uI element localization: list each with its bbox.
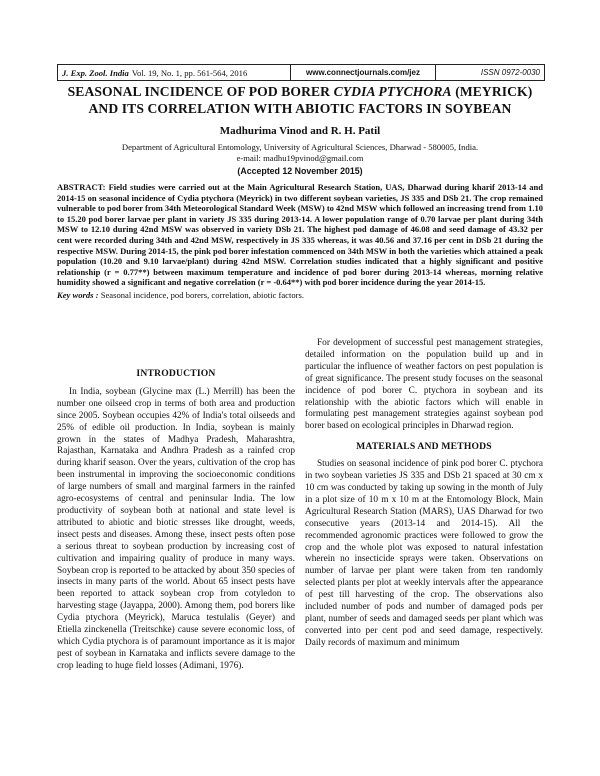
methods-heading: MATERIALS AND METHODS [356,441,492,453]
journal-website[interactable]: www.connectjournals.com/jez [290,65,436,80]
paper-title [57,83,543,117]
authors: Madhurima Vinod and R. H. Patil [219,125,381,137]
keywords-text: Seasonal incidence, pod borers, correlation, abiotic factors. [100,290,305,300]
journal-citation: Vol. 19, No. 1, pp. 561-564, 2016 [131,67,248,78]
journal-name: J. Exp. Zool. India [62,67,129,78]
accepted-date: (Accepted 12 November 2015) [237,166,363,176]
keywords [57,290,543,300]
keywords-label: Key words : [57,290,99,300]
title-line-1-end: (MEYRICK) [455,84,533,99]
affiliation: Department of Agricultural Entomology, University of Agricultural Sciences, Dharwad - 580005, India. [121,142,479,152]
title-species: CYDIA PTYCHORA [333,84,452,99]
journal-header [57,64,545,81]
email[interactable]: e-mail: madhu19pvinod@gmail.com [236,152,364,163]
title-line-2: AND ITS CORRELATION WITH ABIOTIC FACTORS IN SOYBEAN [88,101,512,116]
abstract-text: Field studies were carried out at the Main Agricultural Research Station, UAS, Dharwad during kharif 2013-14 and 2014-15 on seasonal incidence of Cydia ptychora (Meyrick) in two different soybean varieties, JS 335 and DSb 21. The crop remained vulnerable to pod borer from 34th Meteorological Standard Week (MSW) to 42nd MSW which followed an increasing trend from 1.10 to 15.20 pod borer larvae per plant in variety JS 335 during 2013-14. A lower population range of 0.70 larvae per plant during 34th MSW to 12.10 during 42nd MSW was observed in variety DSb 21. The highest pod damage of 46.08 and seed damage of 43.32 per cent were recorded during 34th and 42nd MSW, respectively in JS 335 whereas, it was 40.56 and 37.16 per cent in DSb 21 during the respective MSW. During 2014-15, the pink pod borer infestation commenced on 34th MSW in both the varieties which attained a peak population (10.20 and 9.10 larvae/plant) during 42nd MSW. Correlation studies indicated that a highly significant and positive relationship (r = 0.77**) between maximum temperature and incidence of pod borer during 2013-14 whereas, morning relative humidity showed a significant and negative correlation (r = -0.64**) with pod borer incidence during the year 2014-15. [57,182,543,288]
methods-paragraph: Studies on seasonal incidence of pink pod borer C. ptychora in two soybean varieties JS 335 and DSb 21 spaced at 30 cm x 10 cm was conducted by taking up sowing in the month of July in a plot size of 10 m x 10 m at the Entomology Block, Main Agricultural Research Station (MARS), UAS Dharwad for two consecutive years (2013-14 and 2014-15). All the recommended agronomic practices were followed to grow the crop and the whole plot was exposed to natural infestation wherein no insecticide sprays were taken. Observations on number of larvae per plant were taken from ten randomly selected plants per plot at weekly intervals after the appearance of pest till harvesting of the crop. The observations also included number of pods and number of damaged pods per plant, number of seeds and damaged seeds per plant which was converted into per cent pod and seed damage, respectively. Daily records of maximum and minimum [305,459,543,648]
affiliation-block [57,142,543,163]
journal-issn: ISSN 0972-0030 [480,68,540,77]
right-column [305,338,543,650]
right-paragraph-1: For development of successful pest management strategies, detailed information on the population build up and in particular the influence of weather factors on pest population is of great significance. The present study focuses on the seasonal incidence of pod borer C. ptychora in soybean and its relationship with the abiotic factors which will enable in formulating pest management strategies against soybean pod borer based on ecological principles in Dharwad region. [305,338,543,432]
left-column [57,338,295,673]
title-line-1: SEASONAL INCIDENCE OF POD BORER [67,84,331,99]
introduction-paragraph: In India, soybean (Glycine max (L.) Merrill) has been the number one oilseed crop in terms of both area and production since 2005. Soybean occupies 42% of India's total oilseeds and 25% of edible oil production. In India, soybean is mainly grown in the states of Madhya Pradesh, Maharashtra, Rajasthan, Karnataka and Andhra Pradesh as a rainfed crop during kharif season. Over the years, cultivation of the crop has been instrumental in improving the socioeconomic conditions of large numbers of small and marginal farmers in the rainfed agro-ecosystems of central and peninsular India. The low productivity of soybean both at national and state level is attributed to abiotic and biotic stresses like drought, weeds, insect pests and diseases. Among these, insect pests often pose a serious threat to soybean production by increasing cost of cultivation and impairing quality of produce in many ways. Soybean crop is reported to be attacked by about 350 species of insects in many parts of the world. About 65 insect pests have been reported to attack soybean crop from cotyledon to harvesting stage (Jayappa, 2000). Among them, pod borers like Cydia ptychora (Meyrick), Maruca testulalis (Geyer) and Etiella zinckenella (Treitschke) cause severe economic loss, of which Cydia ptychora is of paramount importance as it is major pest of soybean in Karnataka and inflicts severe damage to the crop leading to huge field losses (Adimani, 1976). [57,386,295,671]
journal-citation-cell [58,65,290,80]
abstract-label: ABSTRACT: [57,182,106,192]
introduction-heading: INTRODUCTION [136,368,216,379]
abstract [57,182,543,288]
